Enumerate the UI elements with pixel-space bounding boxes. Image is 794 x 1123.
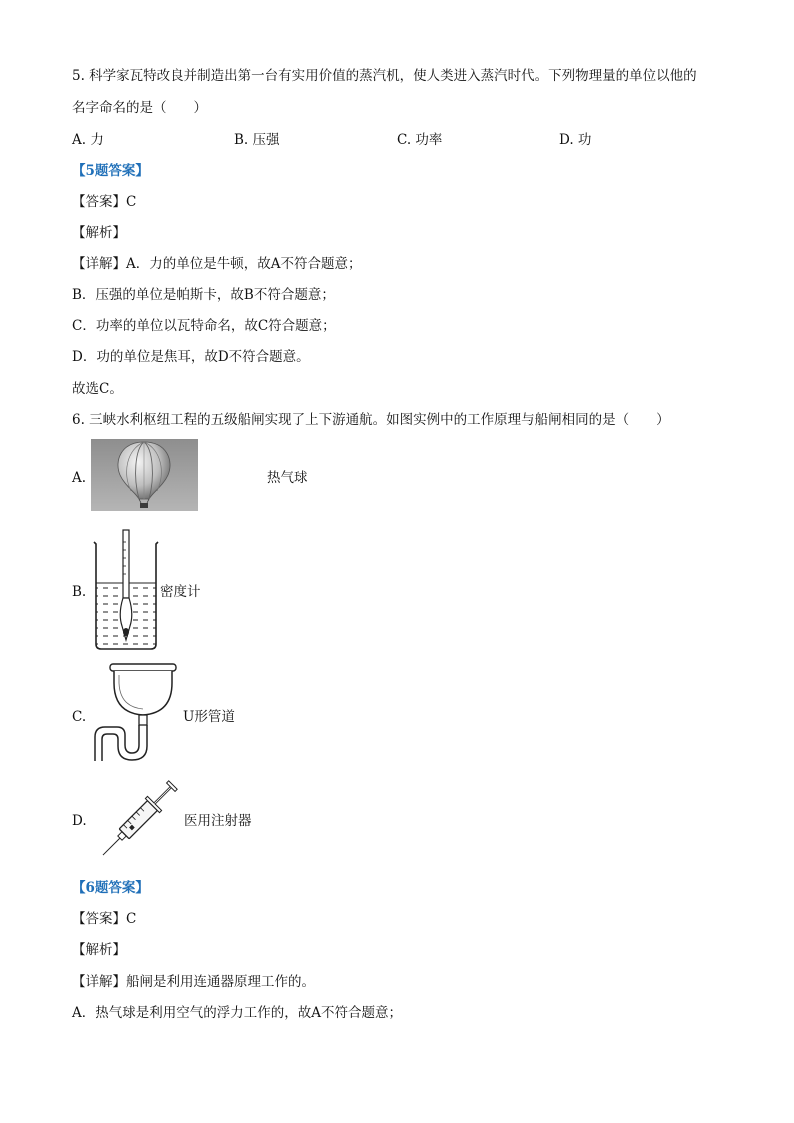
hydrometer-icon	[92, 528, 162, 652]
q6-option-d-letter: D.	[72, 813, 87, 829]
q5-detail-line: D．功的单位是焦耳，故D不符合题意。	[72, 349, 310, 365]
q5-stem-line1: 5. 科学家瓦特改良并制造出第一台有实用价值的蒸汽机，使人类进入蒸汽时代。下列物理量的单位以他的	[72, 68, 697, 84]
q5-stem-line2: 名字命名的是（ ）	[72, 100, 207, 116]
q5-answer: 【答案】C	[72, 194, 137, 210]
q6-detail-line: A．热气球是利用空气的浮力工作的，故A不符合题意；	[72, 1005, 402, 1021]
q6-analysis-header: 【解析】	[72, 942, 126, 958]
q5-option-c: C. 功率	[397, 132, 443, 148]
q6-option-a-caption: 热气球	[267, 470, 308, 486]
q6-option-d-caption: 医用注射器	[184, 813, 252, 829]
q5-option-d: D. 功	[559, 132, 592, 148]
hot-air-balloon-icon	[91, 439, 198, 511]
q5-option-a: A. 力	[72, 132, 104, 148]
q6-option-a-letter: A.	[72, 470, 87, 486]
q6-detail-line: 【详解】船闸是利用连通器原理工作的。	[72, 974, 315, 990]
q6-stem: 6. 三峡水利枢纽工程的五级船闸实现了上下游通航。如图实例中的工作原理与船闸相同的是（ ）	[72, 412, 670, 428]
q5-detail-line: 【详解】A．力的单位是牛顿，故A不符合题意；	[72, 256, 362, 272]
q6-option-c-caption: U形管道	[183, 709, 235, 725]
q5-detail-line: C．功率的单位以瓦特命名，故C符合题意；	[72, 318, 336, 334]
q6-option-b-letter: B.	[72, 584, 87, 600]
q5-answer-header: 【5题答案】	[72, 163, 149, 179]
q6-answer: 【答案】C	[72, 911, 137, 927]
syringe-icon	[92, 771, 186, 867]
q5-analysis-header: 【解析】	[72, 225, 126, 241]
q5-detail-line: 故选C。	[72, 381, 123, 397]
q6-option-c-letter: C.	[72, 709, 87, 725]
q5-detail-line: B．压强的单位是帕斯卡，故B不符合题意；	[72, 287, 335, 303]
q5-option-b: B. 压强	[234, 132, 280, 148]
u-shaped-drain-pipe-icon	[92, 661, 184, 761]
q6-option-b-caption: 密度计	[160, 584, 201, 600]
q6-answer-header: 【6题答案】	[72, 880, 149, 896]
